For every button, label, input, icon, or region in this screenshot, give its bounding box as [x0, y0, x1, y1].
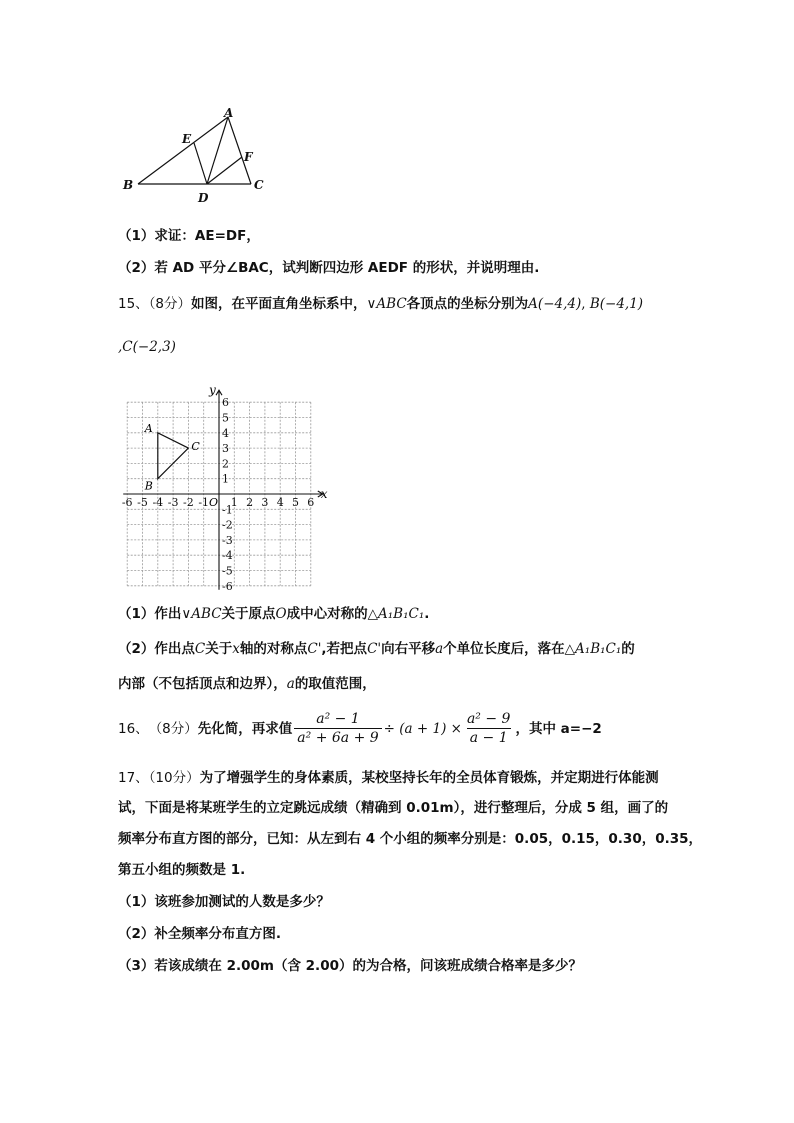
q15-part1-a: 作出 [154, 606, 182, 622]
x-tick-label: 4 [276, 496, 284, 509]
q15-part1-label: （1） [118, 606, 155, 622]
q15-part2-cp2: C' [367, 641, 382, 657]
q15-part1-b: 关于原点 [221, 606, 276, 622]
q15-line2 [118, 337, 176, 357]
q15-part2-a-var: a [435, 641, 444, 657]
q16-line [118, 710, 602, 747]
q17-line1-text: 为了增强学生的身体素质，某校坚持长年的全员体育锻炼，并定期进行体能测 [199, 770, 659, 786]
q15-part1-target: △A₁B₁C₁ [367, 606, 425, 622]
q15-tri-symbol: ∨ABC [366, 296, 407, 312]
q15-part2-d: ,若把点 [321, 641, 368, 657]
q15-part2-line2 [118, 674, 376, 694]
q16-frac1-den: a² + 6a + 9 [294, 728, 381, 747]
point-label-c: C [191, 440, 200, 454]
y-axis-label: y [209, 383, 216, 398]
q15-part2-cp: C' [307, 641, 322, 657]
q15-score: （8分） [148, 296, 192, 312]
q15-part2-a: 作出点 [154, 641, 195, 657]
q16-middle: ÷ (a + 1) × [383, 720, 462, 737]
q15-coord-a: A(−4,4) [528, 296, 582, 312]
triangle-figure [110, 105, 280, 205]
q15-part1-end: . [424, 606, 430, 622]
q15-coord-b: B(−4,1) [589, 296, 644, 312]
q15-coord-c: ,C(−2,3) [118, 339, 176, 355]
q17-line4: 第五小组的频数是 1. [118, 862, 246, 878]
q17-part3: （3）若该成绩在 2.00m（含 2.00）的为合格，问该班成绩合格率是多少？ [118, 958, 582, 974]
q17-number: 17、 [118, 770, 149, 786]
y-tick-label: -1 [222, 503, 233, 517]
label-b: B [123, 178, 134, 192]
q15-part2-line2-var: a [286, 676, 295, 692]
q15-part2-label: （2） [118, 641, 155, 657]
y-tick-label: 3 [222, 442, 229, 456]
q15-intro-tail: 各顶点的坐标分别为 [406, 296, 529, 312]
q15-part1-c: 成中心对称的 [286, 606, 368, 622]
q14-part1 [118, 226, 260, 246]
point-label-a: A [144, 421, 153, 435]
q16-frac2-den: a − 1 [467, 728, 511, 747]
y-tick-label: -3 [222, 533, 233, 547]
x-tick-label: 3 [261, 496, 269, 509]
q17-part2: （2）补全频率分布直方图. [118, 926, 282, 942]
q15-part2-x: x [232, 641, 240, 657]
side-ba [138, 117, 228, 184]
q16-fraction-1 [294, 710, 381, 747]
q15-part2-b: 关于 [205, 641, 233, 657]
label-f: F [244, 150, 253, 164]
segment-ad [207, 117, 228, 184]
q15-part2-c-var: C [194, 641, 206, 657]
q17-score: （10分） [148, 770, 200, 786]
x-tick-label: -5 [137, 496, 148, 509]
y-tick-label: 5 [222, 411, 229, 425]
q15-part1 [118, 604, 429, 624]
q16-tail: ，其中 a=−2 [515, 720, 602, 737]
q15-part2-c: 轴的对称点 [239, 641, 308, 657]
q15-line1: 15、（8分）如图，在平面直角坐标系中，∨ABC各顶点的坐标分别为A(−4,4), B(−4,1) [118, 296, 644, 312]
y-tick-label: 1 [222, 472, 229, 486]
q15-part1-o: O [275, 606, 287, 622]
segment-ed [194, 143, 207, 184]
x-tick-label: -2 [183, 496, 194, 509]
q16-frac1-num: a² − 1 [316, 711, 360, 727]
segment-df [207, 157, 242, 184]
x-axis-label: x [320, 487, 328, 501]
q16-number: 16、 [118, 720, 149, 737]
q15-part1-tri: ∨ABC [181, 606, 222, 622]
q15-intro: 如图，在平面直角坐标系中， [191, 296, 367, 312]
q17-line3: 频率分布直方图的部分，已知：从左到右 4 个小组的频率分别是：0.05，0.15，0.30，0.35， [118, 831, 703, 847]
q14-part1-label: （1） [118, 228, 155, 244]
x-tick-label: 1 [230, 496, 238, 509]
x-tick-label: -3 [167, 496, 179, 509]
q16-frac2-num: a² − 9 [466, 711, 511, 727]
x-tick-label: -1 [198, 496, 210, 509]
q15-part2-line2-a: 内部（不包括顶点和边界）， [118, 676, 287, 692]
x-tick-label: -4 [152, 496, 164, 509]
x-tick-label: -6 [121, 496, 133, 509]
q16-fraction-2 [464, 710, 514, 747]
y-tick-label: -6 [222, 579, 233, 590]
origin-label: O [209, 496, 219, 509]
q16-text: 先化简，再求值 [197, 720, 293, 737]
y-tick-label: 4 [222, 426, 229, 440]
y-tick-label: -4 [222, 549, 233, 563]
q14-part2-label: （2） [118, 260, 155, 276]
q17-line1 [118, 768, 659, 788]
q15-part2-f: 个单位长度后，落在 [443, 641, 565, 657]
q15-part2 [118, 639, 635, 659]
y-tick-label: 2 [222, 457, 229, 471]
x-tick-label: 5 [292, 496, 299, 509]
q15-number: 15、 [118, 296, 149, 312]
label-e: E [182, 132, 192, 146]
q14-part2 [118, 258, 539, 278]
coordinate-grid [112, 372, 337, 590]
q15-part2-target: △A₁B₁C₁ [564, 641, 622, 657]
point-label-b: B [144, 479, 153, 493]
q15-part2-e: 向右平移 [381, 641, 436, 657]
q15-part2-line2-b: 的取值范围， [294, 676, 376, 692]
x-tick-label: 6 [307, 496, 315, 509]
q14-part2-text: 若 AD 平分∠BAC，试判断四边形 AEDF 的形状，并说明理由. [154, 260, 540, 276]
x-tick-label: 2 [246, 496, 254, 509]
y-tick-label: 6 [222, 396, 229, 410]
q14-part1-text: 求证：AE=DF， [154, 228, 260, 244]
q15-part2-g: 的 [621, 641, 635, 657]
q17-part1: （1）该班参加测试的人数是多少？ [118, 894, 330, 910]
label-c: C [254, 178, 264, 192]
label-a: A [224, 106, 234, 120]
y-tick-label: -2 [222, 518, 233, 532]
q17-line2: 试，下面是将某班学生的立定跳远成绩（精确到 0.01m），进行整理后，分成 5 组，画了的 [118, 800, 669, 816]
y-tick-label: -5 [222, 564, 233, 578]
q16-score: （8分） [148, 720, 198, 737]
label-d: D [198, 191, 209, 205]
